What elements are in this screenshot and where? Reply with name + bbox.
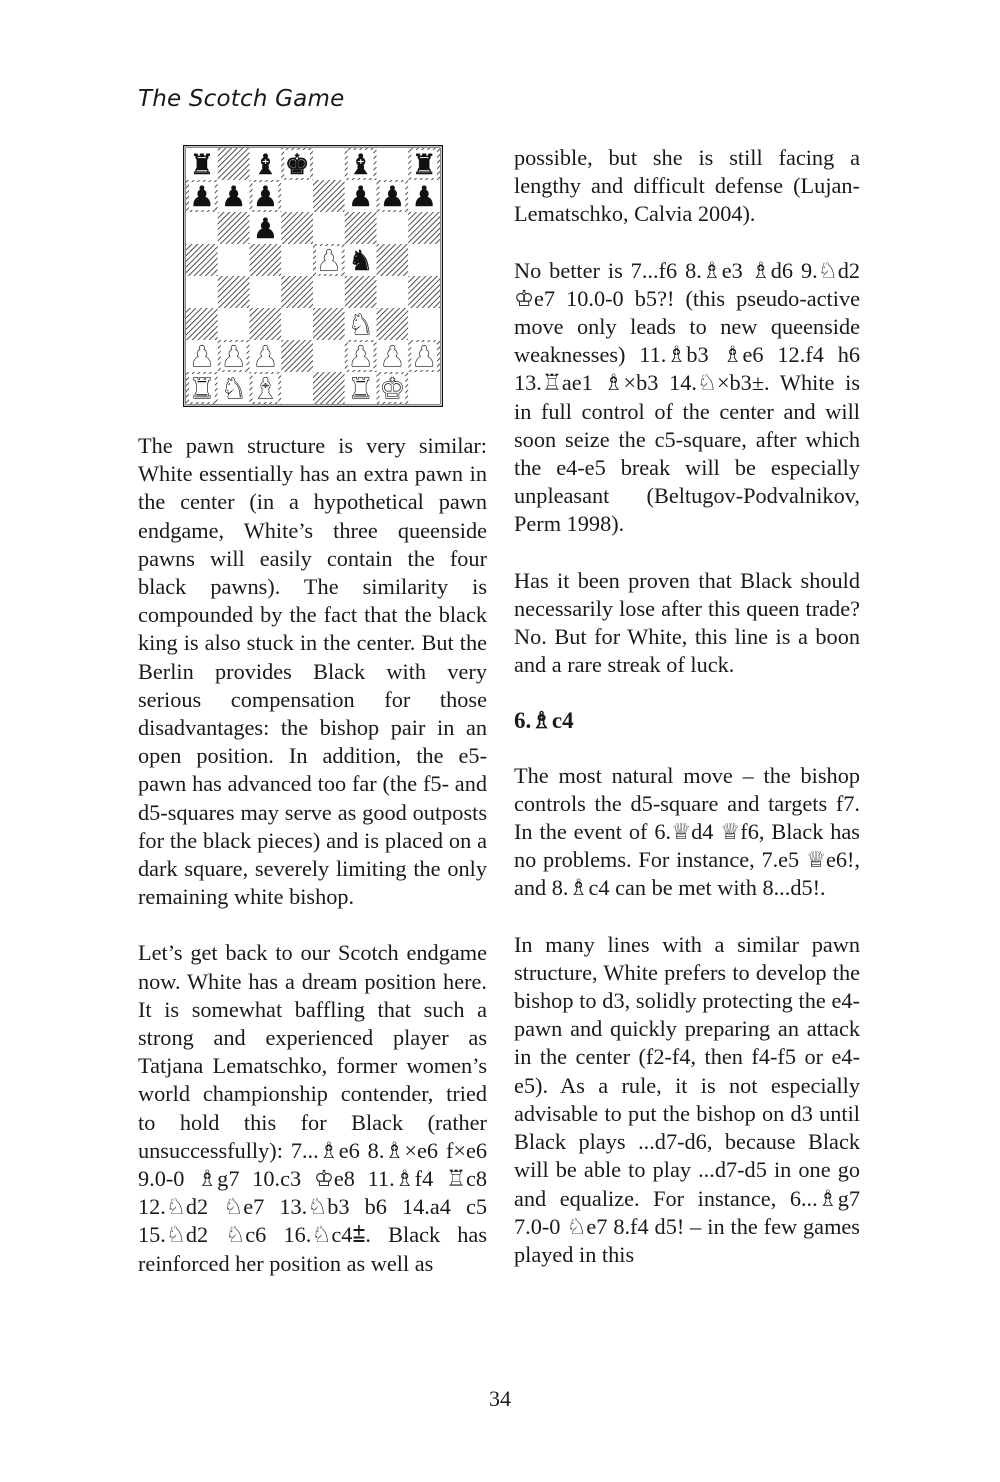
board-square-e8 xyxy=(313,148,345,180)
board-square-h5 xyxy=(408,244,440,276)
running-title: The Scotch Game xyxy=(138,86,345,112)
chess-diagram xyxy=(183,145,443,407)
board-square-h3 xyxy=(408,308,440,340)
white-pawn-icon: ♟ xyxy=(221,340,247,373)
black-knight-icon: ♞ xyxy=(348,244,374,277)
board-square-g6 xyxy=(377,212,409,244)
board-square-e4 xyxy=(313,276,345,308)
board-square-e2 xyxy=(313,340,345,372)
paragraph: No better is 7...f6 8.♗e3 ♗d6 9.♘d2 ♔e7 10.0-0 b5?! (this pseudo-active move only leads to new queenside weaknesses) 11.♗b3 ♗e6 12.f4 h6 13.♖ae1 ♗×b3 14.♘×b3±. White is in full control of the center and will soon seize the c5-square, after which the e4-e5 break will be especially unpleasant (Beltugov-Podvalnikov, Perm 1998). xyxy=(514,257,860,537)
white-pawn-icon: ♟ xyxy=(316,244,342,277)
board-square-d6 xyxy=(281,212,313,244)
paragraph: The pawn structure is very similar: White essentially has an extra pawn in the center (in a hypothetical pawn endgame, White’s three queenside pawns will easily contain the four black pawns). The similarity is compounded by the fact that the black king is also stuck in the center. But the Berlin provides Black with very serious compensation for those disadvantages: the bishop pair in an open position. In addition, the e5-pawn has advanced too far (the f5- and d5-squares may serve as good outposts for the black pieces) and is placed on a dark square, severely limiting the only remaining white bishop. xyxy=(138,433,487,910)
white-rook-icon: ♜ xyxy=(348,372,374,405)
board-square-d1 xyxy=(281,372,313,404)
board-square-e1 xyxy=(313,372,345,404)
chessboard xyxy=(183,145,443,407)
paragraph: possible, but she is still facing a lengthy and difficult defense (Lujan-Lematschko, Calvia 2004). xyxy=(514,145,860,227)
white-knight-icon: ♞ xyxy=(348,308,374,341)
board-square-e6 xyxy=(313,212,345,244)
board-square-f4 xyxy=(345,276,377,308)
page-number: 34 xyxy=(489,1386,511,1411)
black-pawn-icon: ♟ xyxy=(379,180,405,213)
right-column xyxy=(514,144,860,1297)
black-rook-icon: ♜ xyxy=(189,148,215,181)
white-king-icon: ♚ xyxy=(379,372,405,405)
white-bishop-icon: ♝ xyxy=(252,372,278,405)
black-pawn-icon: ♟ xyxy=(252,212,278,245)
move-heading: 6.♗c4 xyxy=(514,708,574,734)
paragraph: Let’s get back to our Scotch endgame now. White has a dream position here. It is somewhat baffling that such a strong and experienced player as Tatjana Lematschko, former women’s world championship contender, tried to hold this for Black (rather unsuccessfully): 7...♗e6 8.♗×e6 f×e6 9.0-0 ♗g7 10.c3 ♔e8 11.♗f4 ♖c8 12.♘d2 ♘e7 13.♘b3 b6 14.a4 c5 15.♘d2 ♘c6 16.♘c4⩲. Black has reinforced her position as well as xyxy=(138,940,487,1276)
board-square-b6 xyxy=(218,212,250,244)
board-square-a3 xyxy=(186,308,218,340)
board-square-g8 xyxy=(377,148,409,180)
board-square-a6 xyxy=(186,212,218,244)
board-square-d3 xyxy=(281,308,313,340)
black-pawn-icon: ♟ xyxy=(221,180,247,213)
board-square-d5 xyxy=(281,244,313,276)
board-square-b5 xyxy=(218,244,250,276)
white-pawn-icon: ♟ xyxy=(348,340,374,373)
board-square-d2 xyxy=(281,340,313,372)
board-square-g4 xyxy=(377,276,409,308)
board-square-b8 xyxy=(218,148,250,180)
board-square-a4 xyxy=(186,276,218,308)
black-pawn-icon: ♟ xyxy=(252,180,278,213)
black-bishop-icon: ♝ xyxy=(348,148,374,181)
board-square-h4 xyxy=(408,276,440,308)
board-square-c5 xyxy=(250,244,282,276)
board-square-b4 xyxy=(218,276,250,308)
board-square-d4 xyxy=(281,276,313,308)
board-square-g5 xyxy=(377,244,409,276)
paragraph: Has it been proven that Black should necessarily lose after this queen trade? No. But for White, this line is a boon and a rare streak of luck. xyxy=(514,567,860,678)
white-pawn-icon: ♟ xyxy=(379,340,405,373)
white-rook-icon: ♜ xyxy=(189,372,215,405)
black-rook-icon: ♜ xyxy=(411,148,437,181)
board-square-h6 xyxy=(408,212,440,244)
white-pawn-icon: ♟ xyxy=(411,340,437,373)
board-square-e3 xyxy=(313,308,345,340)
paragraph: The most natural move – the bishop controls the d5-square and targets f7. In the event of 6.♕d4 ♕f6, Black has no problems. For instance, 7.e5 ♕e6!, and 8.♗c4 can be met with 8...d5!. xyxy=(514,762,860,901)
black-pawn-icon: ♟ xyxy=(348,180,374,213)
board-square-e7 xyxy=(313,180,345,212)
paragraph: In many lines with a similar pawn structure, White prefers to develop the bishop to d3, solidly protecting the e4-pawn and quickly preparing an attack in the center (f2-f4, then f4-f5 or e4-e5). As a rule, it is not especially advisable to put the bishop on d3 until Black plays ...d7-d6, because Black will be able to play ...d7-d5 in one go and equalize. For instance, 6...♗g7 7.0-0 ♘e7 8.f4 d5! – in the few games played in this xyxy=(514,931,860,1267)
board-square-c3 xyxy=(250,308,282,340)
black-king-icon: ♚ xyxy=(284,148,310,181)
left-column xyxy=(138,432,487,1306)
board-square-b3 xyxy=(218,308,250,340)
board-square-h1 xyxy=(408,372,440,404)
white-knight-icon: ♞ xyxy=(221,372,247,405)
black-pawn-icon: ♟ xyxy=(189,180,215,213)
black-pawn-icon: ♟ xyxy=(411,180,437,213)
board-square-d7 xyxy=(281,180,313,212)
black-bishop-icon: ♝ xyxy=(252,148,278,181)
board-square-a5 xyxy=(186,244,218,276)
white-pawn-icon: ♟ xyxy=(252,340,278,373)
board-square-c4 xyxy=(250,276,282,308)
board-square-g3 xyxy=(377,308,409,340)
white-pawn-icon: ♟ xyxy=(189,340,215,373)
board-square-f6 xyxy=(345,212,377,244)
